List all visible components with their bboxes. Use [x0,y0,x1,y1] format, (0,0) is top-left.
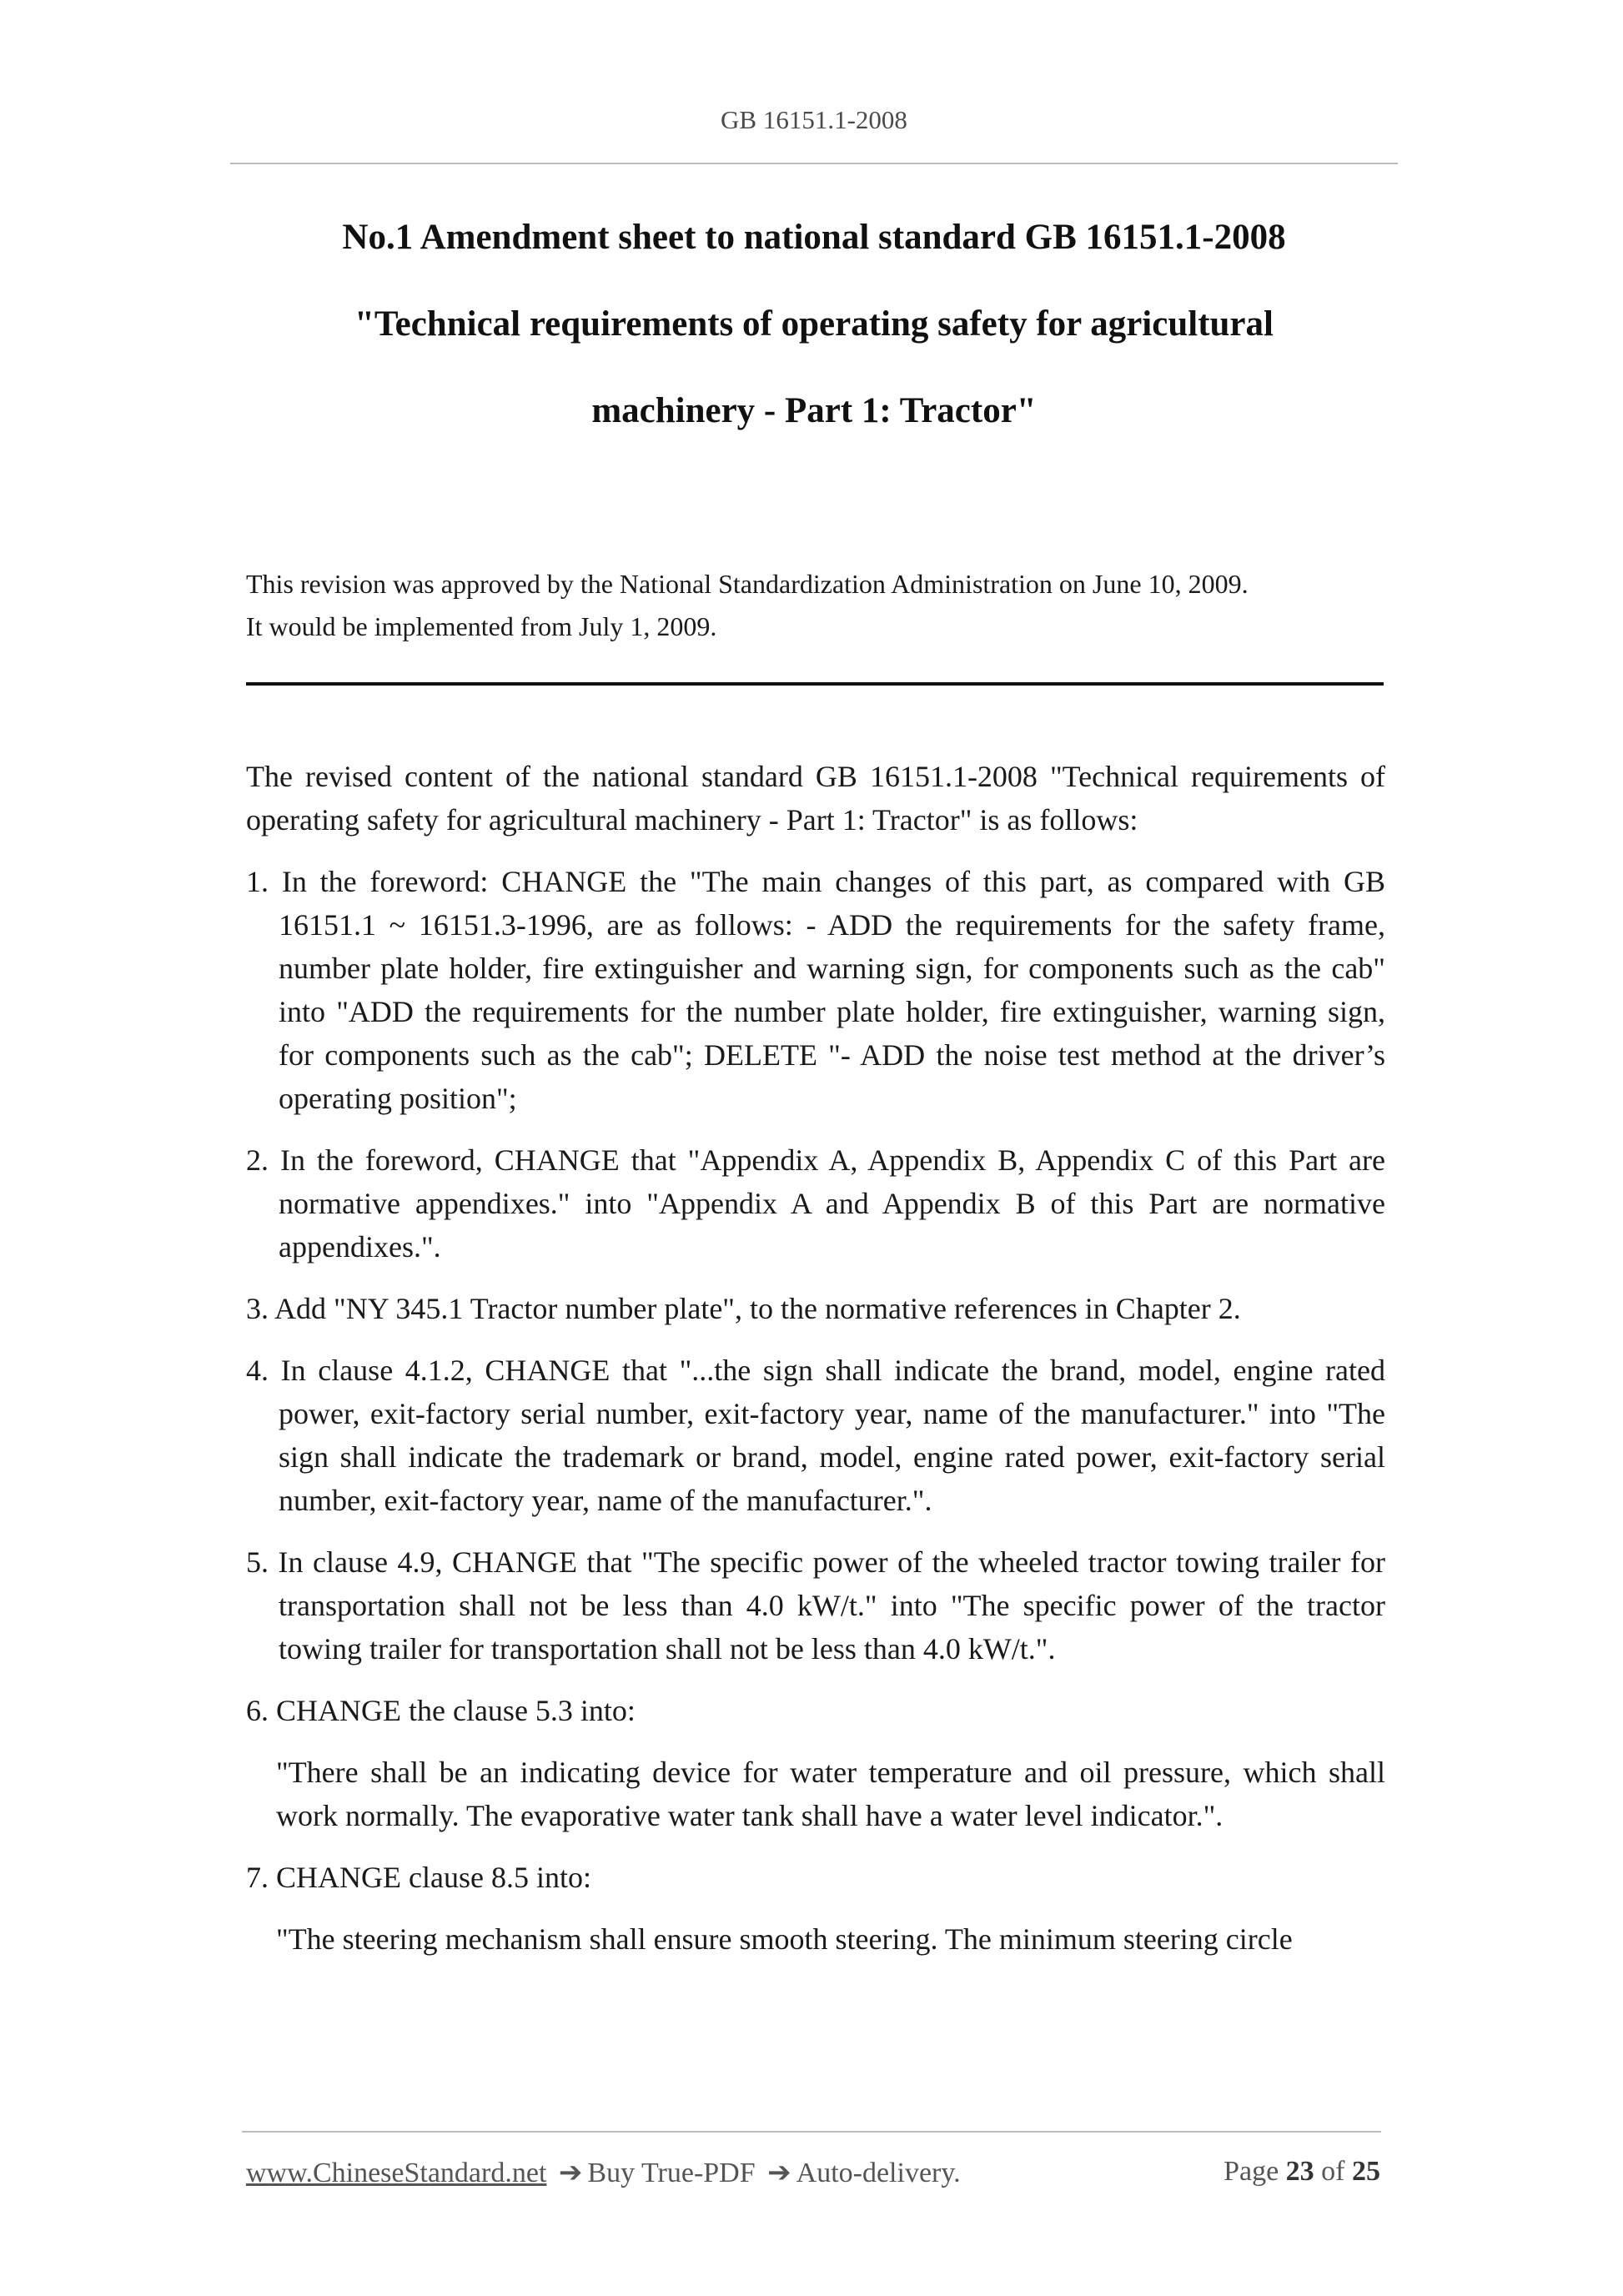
amendment-item-3: 3. Add "NY 345.1 Tractor number plate", to the normative references in Chapter 2. [246,1292,1241,1325]
buy-pdf-text: Buy True-PDF [587,2158,756,2188]
amendment-item-6: 6. CHANGE the clause 5.3 into: [246,1694,636,1727]
footer-promo [246,2156,961,2189]
title-line-2: "Technical requirements of operating safety for agricultural [354,304,1274,344]
total-pages: 25 [1352,2156,1380,2187]
arrow-right-icon: ➔ [767,2158,791,2188]
clause-5-3-text: "There shall be an indicating device for water temperature and oil pressure, which shall work normally. The evaporative water tank shall have a water level indicator.". [276,1756,1385,1832]
page-label: Page [1224,2156,1279,2187]
amendment-body [246,755,1385,1961]
section-divider [246,682,1384,686]
approval-line-1: This revision was approved by the National Standardization Administration on June 10, 2009. [246,569,1249,599]
title-line-1: No.1 Amendment sheet to national standard GB 16151.1-2008 [342,218,1286,257]
title-line-3: machinery - Part 1: Tractor" [591,391,1037,430]
amendment-item-7: 7. CHANGE clause 8.5 into: [246,1861,591,1894]
arrow-right-icon: ➔ [558,2158,583,2188]
amendment-item-5: 5. In clause 4.9, CHANGE that "The specific power of the wheeled tractor towing trailer for transportation shall not be less than 4.0 kW/t." into "The specific power of the tractor towing trailer for transportation shall not be less than 4.0 kW/t.". [246,1545,1385,1665]
intro-paragraph: The revised content of the national standard GB 16151.1-2008 "Technical requirements of operating safety for agricultural machinery - Part 1: Tractor" is as follows: [246,760,1385,837]
site-link[interactable]: www.ChineseStandard.net [246,2158,547,2188]
document-title [230,213,1398,473]
amendment-item-4: 4. In clause 4.1.2, CHANGE that "...the sign shall indicate the brand, model, engine rated power, exit-factory serial number, exit-factory year, name of the manufacturer." into "The sign shall indicate the trademark or brand, model, engine rated power, exit-factory serial number, exit-factory year, name of the manufacturer.". [246,1354,1385,1517]
auto-delivery-text: Auto-delivery. [796,2158,961,2188]
header-divider [230,163,1398,164]
of-label: of [1321,2156,1345,2187]
running-header: GB 16151.1-2008 [721,105,907,134]
footer-divider [242,2131,1381,2133]
approval-line-2: It would be implemented from July 1, 2009. [246,611,717,641]
clause-8-5-text: "The steering mechanism shall ensure smooth steering. The minimum steering circle [276,1922,1293,1956]
approval-note [246,563,1397,648]
page-number [1224,2156,1380,2188]
amendment-item-2: 2. In the foreword, CHANGE that "Appendix A, Appendix B, Appendix C of this Part are normative appendixes." into "Appendix A and Appendix B of this Part are normative appendixes.". [246,1143,1385,1264]
amendment-item-1: 1. In the foreword: CHANGE the "The main changes of this part, as compared with GB 16151.1 ~ 16151.3-1996, are as follows: - ADD the requirements for the safety frame, number plate holder, fire extinguisher and warning sign, for components such as the cab" into "ADD the requirements for the number plate holder, fire extinguisher, warning sign, for components such as the cab"; DELETE "- ADD the noise test method at the driver’s operating position"; [246,865,1385,1115]
current-page: 23 [1285,2156,1314,2187]
